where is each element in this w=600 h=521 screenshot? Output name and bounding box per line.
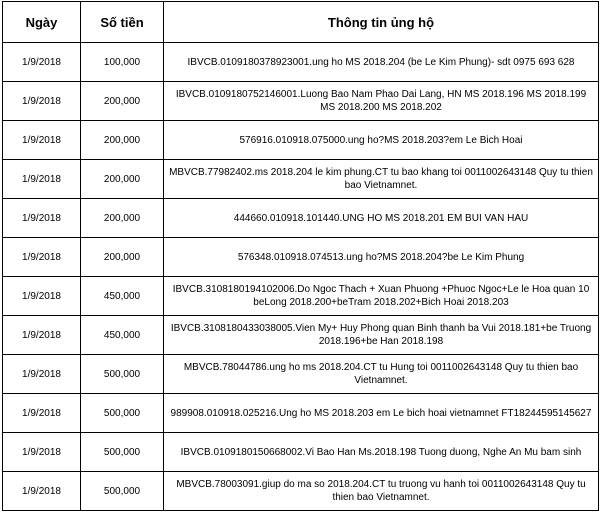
table-row — [3, 277, 599, 316]
cell-amount: 500,000 — [81, 472, 164, 511]
cell-info: IBVCB.0109180378923001.ung ho MS 2018.204 (be Le Kim Phung)- sdt 0975 693 628 — [164, 43, 599, 82]
cell-info: 576348.010918.074513.ung ho?MS 2018.204?be Le Kim Phung — [164, 238, 599, 277]
table-row — [3, 394, 599, 433]
cell-amount: 500,000 — [81, 355, 164, 394]
cell-amount: 200,000 — [81, 160, 164, 199]
cell-date: 1/9/2018 — [3, 43, 81, 82]
cell-amount: 450,000 — [81, 277, 164, 316]
table-row — [3, 121, 599, 160]
table-row — [3, 82, 599, 121]
header-date: Ngày — [3, 2, 81, 43]
cell-amount: 200,000 — [81, 238, 164, 277]
cell-amount: 200,000 — [81, 199, 164, 238]
cell-amount: 450,000 — [81, 316, 164, 355]
cell-amount: 500,000 — [81, 394, 164, 433]
cell-date: 1/9/2018 — [3, 394, 81, 433]
table-row — [3, 472, 599, 511]
table-row — [3, 160, 599, 199]
table-row — [3, 43, 599, 82]
cell-date: 1/9/2018 — [3, 82, 81, 121]
cell-amount: 500,000 — [81, 433, 164, 472]
cell-date: 1/9/2018 — [3, 355, 81, 394]
cell-date: 1/9/2018 — [3, 433, 81, 472]
cell-info: IBVCB.3108180194102006.Do Ngoc Thach + Xuan Phuong +Phuoc Ngoc+Le le Hoa quan 10 beLong 2018.200+beTram 2018.202+Bich Hoai 2018.203 — [164, 277, 599, 316]
cell-amount: 100,000 — [81, 43, 164, 82]
cell-date: 1/9/2018 — [3, 160, 81, 199]
table-row — [3, 238, 599, 277]
cell-date: 1/9/2018 — [3, 121, 81, 160]
cell-info: MBVCB.78003091.giup do ma so 2018.204.CT tu truong vu hanh toi 0011002643148 Quy tu thien bao Vietnamnet. — [164, 472, 599, 511]
cell-amount: 200,000 — [81, 121, 164, 160]
cell-info: MBVCB.77982402.ms 2018.204 le kim phung.CT tu bao khang toi 0011002643148 Quy tu thien bao Vietnamnet. — [164, 160, 599, 199]
cell-amount: 200,000 — [81, 82, 164, 121]
cell-info: IBVCB.0109180150668002.Vi Bao Han Ms.2018.198 Tuong duong, Nghe An Mu bam sinh — [164, 433, 599, 472]
cell-info: 576916.010918.075000.ung ho?MS 2018.203?em Le Bich Hoai — [164, 121, 599, 160]
cell-date: 1/9/2018 — [3, 199, 81, 238]
table-row — [3, 199, 599, 238]
cell-date: 1/9/2018 — [3, 238, 81, 277]
cell-date: 1/9/2018 — [3, 472, 81, 511]
header-info: Thông tin ủng hộ — [164, 2, 599, 43]
table-row — [3, 316, 599, 355]
table-row — [3, 355, 599, 394]
cell-info: IBVCB.3108180433038005.Vien My+ Huy Phong quan Binh thanh ba Vui 2018.181+be Truong 2018.196+be Han 2018.198 — [164, 316, 599, 355]
donation-table — [2, 1, 599, 511]
header-row — [3, 2, 599, 43]
cell-info: 989908.010918.025216.Ung ho MS 2018.203 em Le bich hoai vietnamnet FT18244595145627 — [164, 394, 599, 433]
cell-date: 1/9/2018 — [3, 277, 81, 316]
header-amount: Số tiền — [81, 2, 164, 43]
cell-date: 1/9/2018 — [3, 316, 81, 355]
cell-info: MBVCB.78044786.ung ho ms 2018.204.CT tu Hung toi 0011002643148 Quy tu thien bao Vietnamnet. — [164, 355, 599, 394]
cell-info: IBVCB.0109180752146001.Luong Bao Nam Phao Dai Lang, HN MS 2018.196 MS 2018.199 MS 2018.200 MS 2018.202 — [164, 82, 599, 121]
table-row — [3, 433, 599, 472]
cell-info: 444660.010918.101440.UNG HO MS 2018.201 EM BUI VAN HAU — [164, 199, 599, 238]
